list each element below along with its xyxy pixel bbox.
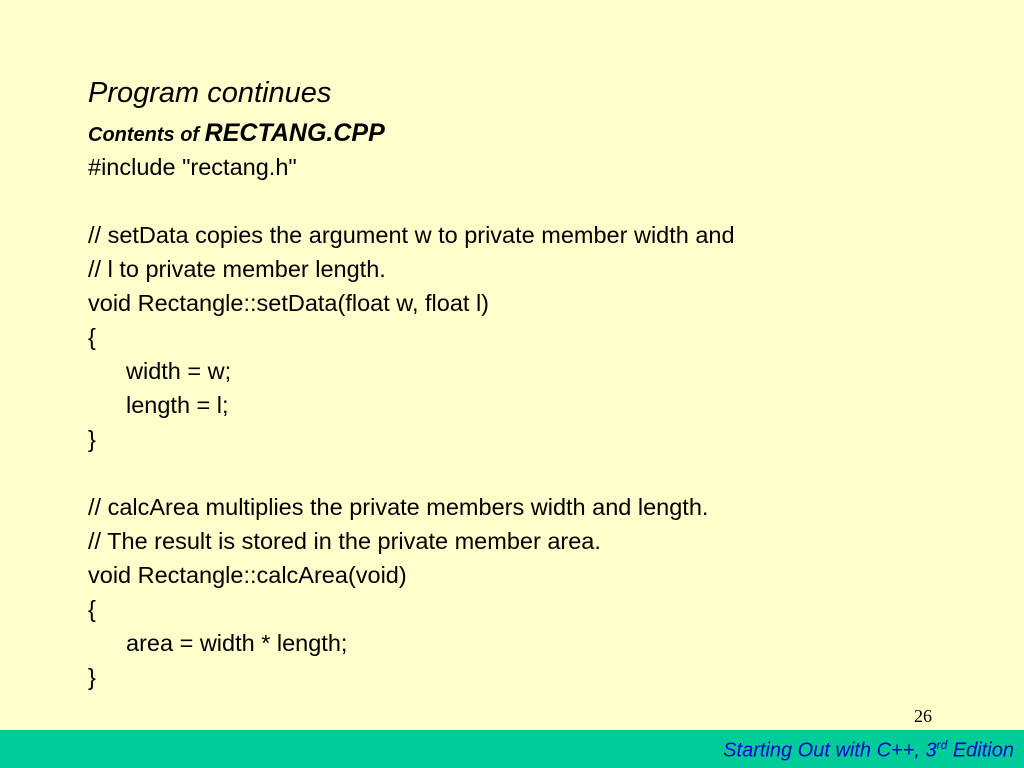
code-line	[88, 456, 735, 490]
footer-bar	[0, 730, 1024, 768]
code-listing	[88, 150, 735, 694]
code-line: // setData copies the argument w to private member width and	[88, 222, 735, 248]
code-line: void Rectangle::calcArea(void)	[88, 562, 407, 588]
slide-subheading	[88, 118, 385, 150]
code-line: }	[88, 664, 96, 690]
code-line: // The result is stored in the private member area.	[88, 528, 601, 554]
footer-text-end: Edition	[947, 739, 1014, 762]
page-number: 26	[914, 706, 932, 726]
code-line: {	[88, 324, 96, 350]
code-line: area = width * length;	[126, 630, 348, 656]
footer-text-superscript: rd	[936, 738, 948, 752]
footer-text-main: Starting Out with C++, 3	[723, 739, 937, 762]
footer-text	[723, 738, 1014, 763]
code-line: void Rectangle::setData(float w, float l)	[88, 290, 490, 316]
code-line: // l to private member length.	[88, 256, 386, 282]
code-line: }	[88, 426, 96, 452]
code-line: // calcArea multiplies the private members width and length.	[88, 494, 709, 520]
subheading-filename: RECTANG.CPP	[204, 119, 385, 147]
slide-heading: Program continues	[88, 77, 332, 109]
code-line	[88, 184, 735, 218]
code-line: width = w;	[126, 358, 232, 384]
code-line: #include "rectang.h"	[88, 154, 297, 180]
code-line: {	[88, 596, 96, 622]
subheading-lead: Contents of	[88, 124, 205, 146]
code-line: length = l;	[126, 392, 229, 418]
